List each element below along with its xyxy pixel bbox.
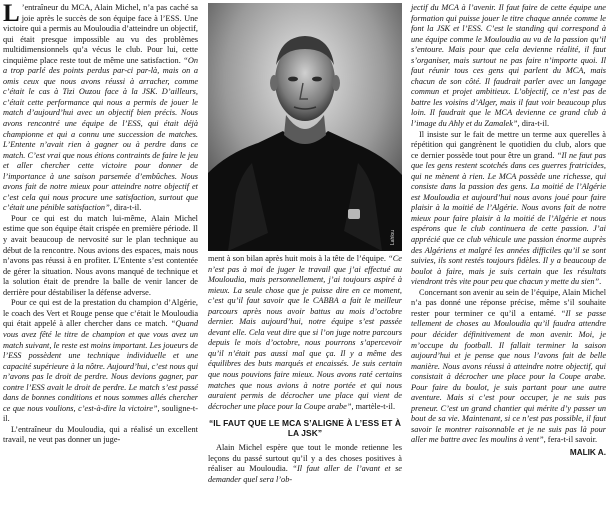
paragraph: L ’entraîneur du MCA, Alain Michel, n’a pas caché sa joie après le succès de son équipe face à l’ESS. Une victoire qui a permis au Mouloudia d’atteindre un objectif, qui était presque impossible au vu des problèmes multidimensionnels qu’a vécus le club. Pour lui, cette cinquième place reste tout de même une satisfaction. “On a trop parlé des points perdus par-ci par-là, mais on a omis ceux que nous avons réussi à arracher, comme c’était le cas à Tizi Ouzou face à la JSK. D’ailleurs, c’était cette performance qui nous a permis de jouer le match d’aujourd’hui avec un objectif bien précis. Nous avons rencontré une équipe de l’ESS, qui était déjà championne et qui a connu une succession de matches. L’Entente n’avait rien à gagner ou à perdre dans ce match. C’est vrai que nous étions contraints de faire le jeu et aller chercher cette victoire pour donner de l’importance à une saison parsemée d’embûches. Nous avons fait de notre mieux pour atteindre notre objectif et c’est cela qui nous procure une satisfaction, surtout que c’était une pénible satisfaction”, dira-t-il. — [3, 0, 198, 213]
paragraph: L’entraîneur du Mouloudia, qui a réalisé un excellent travail, ne veut pas donner un juge- — [3, 424, 198, 445]
article-column-1 — [3, 0, 198, 446]
drop-cap: L — [3, 0, 20, 27]
coach-photo — [208, 3, 402, 251]
photo-credit: Lahlou — [390, 229, 397, 245]
paragraph: Concernant son avenir au sein de l’équipe, Alain Michel n’a pas donné une réponse précise, même s’il souhaite rester pour terminer ce qu’il a entamé. “Il se passe tellement de choses au Mouloudia qu’il faudra attendre pour décider définitivement de mon avenir. Moi, je m’occupe du football. Il fallait terminer la saison aujourd’hui et je pense que nous l’avons fait de belle manière. Nous avons réussi à atteindre notre objectif, qui consistait à décrocher une place pour la Coupe arabe. Pour faire du boulot, je suis partant pour une autre aventure. Mais si c’est pour occuper, je ne suis pas preneur. C’est un grand chantier qui mérite d’y passer un bout de sa vie. Maintenant, si ce n’est pas possible, il faut savoir le montrer raisonnable et je ne suis pas là pour aller me battre avec les moulins à vent”, fera-t-il savoir. — [411, 287, 606, 445]
paragraph: ment à son bilan après huit mois à la tête de l’équipe. “Ce n’est pas à moi de juger le travail que j’ai effectué au Mouloudia, mais personnellement, j’ai toujours aspiré à mieux. La seule chose que je puisse dire en ce moment, c’est qu’il faut savoir que le CABBA a fait le meilleur parcours après nous avoir battus au mois d’octobre dernier. Mais aujourd’hui, notre équipe s’est passée devant elle. Cela veut dire que si l’on juge notre parcours depuis le mois d’octobre, nous pourrons s’apercevoir qu’il n’était pas aussi mal que ça. Il y a même des équilibres des buts marqués et encaissés. Je suis certain que nous pouvions faire mieux. Nous avons raté certains matches que nous avions à notre portée et qui nous auraient permis de décrocher une place qui vient de décrocher une place pour la Coupe arabe”, martèle-t-il. — [208, 254, 402, 411]
author-signature: MALIK A. — [569, 447, 606, 457]
section-subheading: “IL FAUT QUE LE MCA S’ALIGNE À L’ESS ET À LA JSK” — [208, 418, 402, 439]
paragraph: jectif du MCA à l’avenir. Il faut faire de cette équipe une formation qui puisse jouer le titre chaque année comme le font la JSK et l’ESS. C’est le standing qui correspond à une équipe comme le Mouloudia au vu de la passion qu’il s’entoure. Mais pour que cela devienne réalité, il faut s’organiser, mais surtout ne pas faire n’importe quoi. Il faut réunir tous ces gens qui parlent du MCA, mais chacun de son côté. Il faudrait parler avec un langage commun et projet ambitieux. L’objectif, ce n’est pas de battre les voisins d’Alger, mais il faut voir beaucoup plus loin. Il faudrait que le MCA devienne ce grand club à l’image du Ahly et du Zamalek”, dira-t-il. — [411, 3, 606, 129]
paragraph: Alain Michel espère que tout le monde retienne les leçons du passé surtout qu’il y a des choses positives à réaliser au Mouloudia. “Il faut aller de l’avant et se demander quel sera l’ob- — [208, 443, 402, 484]
paragraph: Il insiste sur le fait de mettre un terme aux querelles à répétition qui gangrènent le quotidien du club, alors que ce dernier possède tout pour être un grand. “Il ne faut pas que les gens restent scotchés dans ces guerres fratricides, qui ne mènent à rien. Le MCA possède une richesse, qui consiste dans la passion des gens. La moitié de l’Algérie est Mouloudia et aujourd’hui nous avons joué pour faire plaisir à la moitié de l’Algérie. Nous avons fait de notre mieux pour faire plaisir à la moitié de l’Algérie et nous espérons que le club continuera de cette passion. J’ai apprécié que ce club véhicule une passion énorme auprès des Algériens et malgré les années difficiles qu’il se sont suivies, ils sont restés toujours fidèles. Il y a beaucoup de boulot à faire, mais je suis certain que les résultats viendront très vite pour peu que chacun y mette du sien”. — [411, 129, 606, 287]
article-column-2-text — [208, 254, 402, 485]
article-column-3 — [411, 3, 606, 459]
paragraph: Pour ce qui est du match lui-même, Alain Michel estime que son équipe était crispée en première période. Il y avait beaucoup de nervosité sur le plan technique au début de la rencontre. Nous avions des espaces, mais nous n’avons pas réussi à en profiter. L’Entente s’est contentée de gérer la situation. Nous avons manqué de technique et la solution était de prendre la balle de venir lancer de derrière pour déstabiliser la défense adverse. — [3, 213, 198, 297]
paragraph: Pour ce qui est de la prestation du champion d’Algérie, le coach des Vert et Rouge pense que c’était le Mouloudia qui était appelé à aller chercher dans ce match. “Quand vous avez fêté le titre de champion et que vous avez un match suivant, le reste est moins important. Les joueurs de l’ESS possèdent une technique individuelle et une capacité supérieure à la nôtre. Aujourd’hui, c’est nous qui n’avons pas le droit de perdre. Nous devions gagner, par contre l’ESS avait le droit de perdre. Le match s’est passé dans de bonnes conditions et nous sommes allés chercher ce que nous voulions, c’est-à-dire la victoire”, souligne-t-il. — [3, 298, 198, 424]
coach-portrait-image — [208, 3, 402, 251]
